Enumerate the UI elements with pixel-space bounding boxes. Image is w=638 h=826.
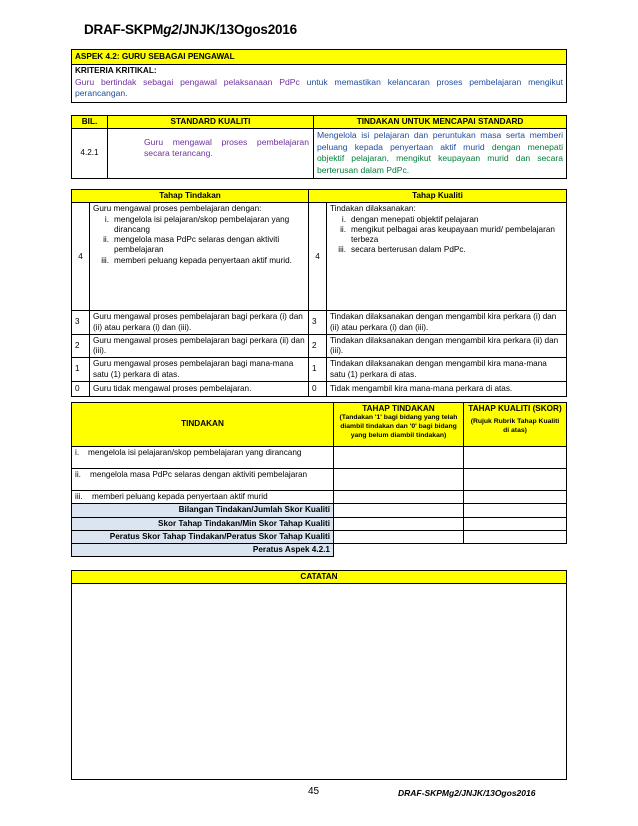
col-standard: STANDARD KUALITI	[108, 116, 314, 129]
level-score: 4	[309, 203, 327, 311]
critical-criteria	[72, 65, 567, 102]
summary-cell[interactable]	[334, 530, 464, 543]
aspect-title: ASPEK 4.2: GURU SEBAGAI PENGAWAL	[72, 50, 567, 65]
scoring-item: i. mengelola isi pelajaran/skop pembelajaran yang dirancang	[72, 447, 334, 469]
tahap-kualiti-cell[interactable]	[464, 447, 567, 469]
summary-score-label: Skor Tahap Tindakan/Min Skor Tahap Kualiti	[72, 517, 334, 530]
levels-table	[71, 189, 567, 397]
level-score: 4	[72, 203, 90, 311]
level-score: 3	[309, 311, 327, 335]
summary-cell[interactable]	[334, 504, 464, 517]
level-quality: Tindakan dilaksanakan dengan mengambil kira perkara (ii) dan (iii).	[327, 334, 567, 358]
scoring-table	[71, 402, 567, 557]
summary-cell[interactable]	[464, 504, 567, 517]
level-action: Guru mengawal proses pembelajaran bagi mana-mana satu (1) perkara di atas.	[90, 358, 309, 382]
list-item: ii. mengikut pelbagai aras keupayaan murid/ pembelajaran terbeza	[340, 224, 555, 244]
level-score: 0	[72, 381, 90, 396]
standard-text: Guru mengawal proses pembelajaran secara terancang.	[108, 129, 314, 178]
footer-draft: DRAF-SKPMg2/JNJK/13Ogos2016	[398, 788, 536, 798]
level-quality: Tindakan dilaksanakan dengan mengambil kira mana-mana satu (1) perkara di atas.	[327, 358, 567, 382]
level-4-quality: Tindakan dilaksanakan: i. dengan menepati objektif pelajaran ii. mengikut pelbagai aras keupayaan murid/ pembelajaran terbeza iii. secara berterusan dalam PdPc.	[327, 203, 567, 311]
level-score: 2	[72, 334, 90, 358]
level-quality: Tidak mengambil kira mana-mana perkara di atas.	[327, 381, 567, 396]
level-quality: Tindakan dilaksanakan dengan mengambil kira perkara (i) dan (ii) atau perkara (i) dan (iii).	[327, 311, 567, 335]
level-score: 0	[309, 381, 327, 396]
tahap-kualiti-cell[interactable]	[464, 469, 567, 491]
summary-cell[interactable]	[464, 530, 567, 543]
notes-area[interactable]	[72, 584, 567, 780]
document-header: DRAF-SKPMg2/JNJK/13Ogos2016	[84, 22, 297, 37]
list-item: ii. mengelola masa PdPc selaras dengan aktiviti pembelajaran	[103, 235, 280, 255]
notes-table	[71, 570, 567, 780]
col-tindakan: TINDAKAN	[72, 403, 334, 447]
summary-cell[interactable]	[334, 517, 464, 530]
summary-percent-label: Peratus Skor Tahap Tindakan/Peratus Skor Tahap Kualiti	[72, 530, 334, 543]
level-score: 2	[309, 334, 327, 358]
criteria-text: Guru bertindak sebagai pengawal pelaksanaan PdPc untuk memastikan kelancaran proses pembelajaran mengikut perancangan.	[75, 76, 563, 99]
aspect-table	[71, 49, 567, 103]
col-tahap-kualiti: TAHAP KUALITI (SKOR) (Rujuk Rubrik Tahap Kualiti di atas)	[464, 403, 567, 447]
level-score: 1	[309, 358, 327, 382]
summary-cell[interactable]	[464, 517, 567, 530]
level-action: Guru mengawal proses pembelajaran bagi perkara (i) dan (ii) atau perkara (i) dan (iii).	[90, 311, 309, 335]
level-4-action: Guru mengawal proses pembelajaran dengan: i. mengelola isi pelajaran/skop pembelajaran yang dirancang ii. mengelola masa PdPc selaras dengan aktiviti pembelajaran iii. memberi peluang kepada penyertaan aktif murid.	[90, 203, 309, 311]
tahap-kualiti-cell[interactable]	[464, 491, 567, 504]
list-item: i. dengan menepati objektif pelajaran	[341, 214, 479, 224]
tahap-tindakan-cell[interactable]	[334, 491, 464, 504]
col-tahap-tindakan: TAHAP TINDAKAN (Tandakan '1' bagi bidang yang telah diambil tindakan dan '0' bagi bidang yang belum diambil tindakan)	[334, 403, 464, 447]
standard-table	[71, 115, 567, 179]
summary-count-label: Bilangan Tindakan/Jumlah Skor Kualiti	[72, 504, 334, 517]
standard-action: Mengelola isi pelajaran dan peruntukan masa serta memberi peluang kepada penyertaan aktif murid dengan menepati objektif pelajaran, mengikut keupayaan murid dan secara berterusan dalam PdPc.	[314, 129, 567, 178]
level-action: Guru mengawal proses pembelajaran bagi perkara (ii) dan (iii).	[90, 334, 309, 358]
level-action: Guru tidak mengawal proses pembelajaran.	[90, 381, 309, 396]
scoring-item: ii. mengelola masa PdPc selaras dengan aktiviti pembelajaran	[72, 469, 334, 491]
list-item: i. mengelola isi pelajaran/skop pembelajaran yang dirancang	[104, 214, 290, 234]
tahap-tindakan-cell[interactable]	[334, 447, 464, 469]
col-tahap-kualiti: Tahap Kualiti	[309, 190, 567, 203]
col-tahap-tindakan: Tahap Tindakan	[72, 190, 309, 203]
standard-bil: 4.2.1	[72, 129, 108, 178]
tahap-tindakan-cell[interactable]	[334, 469, 464, 491]
aspect-percent-label: Peratus Aspek 4.2.1	[72, 544, 334, 557]
col-bil: BIL.	[72, 116, 108, 129]
level-score: 3	[72, 311, 90, 335]
list-item: iii. memberi peluang kepada penyertaan aktif murid.	[101, 255, 292, 265]
list-item: iii. secara berterusan dalam PdPc.	[338, 245, 466, 255]
criteria-label: KRITERIA KRITIKAL:	[75, 66, 157, 76]
page-number: 45	[308, 786, 320, 797]
col-action: TINDAKAN UNTUK MENCAPAI STANDARD	[314, 116, 567, 129]
level-score: 1	[72, 358, 90, 382]
scoring-item: iii. memberi peluang kepada penyertaan aktif murid	[72, 491, 334, 504]
notes-title: CATATAN	[72, 571, 567, 584]
aspect-percent-cell[interactable]	[334, 544, 567, 557]
